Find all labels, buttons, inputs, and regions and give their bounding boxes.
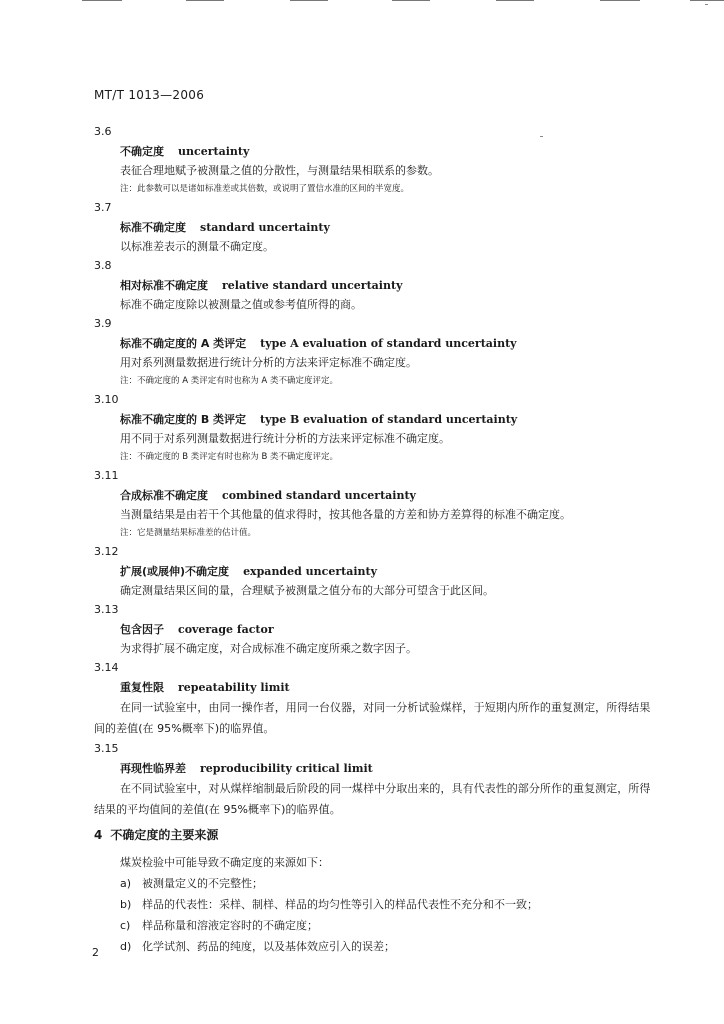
- scan-top-rule: [186, 0, 224, 1]
- list-item: [94, 894, 659, 915]
- term-zh: 标准不确定度的 B 类评定: [120, 413, 247, 426]
- term-zh: 合成标准不确定度: [120, 489, 208, 502]
- section-number: 4: [94, 828, 103, 842]
- term-title: [94, 410, 659, 429]
- term-number: 3.7: [94, 201, 112, 214]
- term-entry: [94, 600, 659, 658]
- term-title: [94, 142, 659, 161]
- scan-top-rule: [690, 0, 724, 1]
- term-zh: 扩展(或展伸)不确定度: [120, 565, 230, 578]
- term-definition: 标准不确定度除以被测量之值或参考值所得的商。: [120, 298, 362, 311]
- term-number: 3.13: [94, 603, 119, 616]
- term-entry: [94, 542, 659, 600]
- term-definition: 为求得扩展不确定度，对合成标准不确定度所乘之数字因子。: [120, 642, 417, 655]
- term-definition: 用不同于对系列测量数据进行统计分析的方法来评定标准不确定度。: [120, 432, 450, 445]
- term-number: 3.11: [94, 469, 119, 482]
- term-definition: 用对系列测量数据进行统计分析的方法来评定标准不确定度。: [120, 356, 417, 369]
- list-item: [94, 873, 659, 894]
- term-zh: 包含因子: [120, 623, 164, 636]
- term-note: 注：此参数可以是诸如标准差或其倍数，或说明了置信水准的区间的半宽度。: [120, 184, 410, 194]
- scan-top-rule: [82, 0, 122, 1]
- term-entry: [94, 122, 659, 198]
- term-title: [94, 334, 659, 353]
- term-en: relative standard uncertainty: [222, 279, 403, 292]
- scan-top-rule: [290, 0, 328, 1]
- list-item-text: 样品的代表性：采样、制样、样品的均匀性等引入的样品代表性不充分和不一致；: [142, 898, 538, 911]
- term-zh: 重复性限: [120, 681, 164, 694]
- list-item-key: a): [120, 877, 132, 890]
- scan-top-rule: [496, 0, 534, 1]
- term-title: [94, 620, 659, 639]
- term-definition-paragraph: 在同一试验室中，由同一操作者，用同一台仪器，对同一分析试验煤样，于短期内所作的重复测定，所得结果间的差值(在 95%概率下)的临界值。: [94, 701, 651, 735]
- section-title: 不确定度的主要来源: [110, 828, 219, 842]
- document-body: [94, 122, 659, 957]
- term-en: coverage factor: [178, 623, 274, 636]
- term-en: combined standard uncertainty: [222, 489, 416, 502]
- term-title: [94, 759, 659, 778]
- term-definition: 表征合理地赋予被测量之值的分散性，与测量结果相联系的参数。: [120, 164, 439, 177]
- term-en: standard uncertainty: [200, 221, 330, 234]
- term-number: 3.10: [94, 393, 119, 406]
- term-title: [94, 276, 659, 295]
- term-number: 3.6: [94, 125, 112, 138]
- list-item: [94, 915, 659, 936]
- term-entry: [94, 390, 659, 466]
- list-item-text: 样品称量和溶液定容时的不确定度；: [142, 919, 318, 932]
- term-entry: [94, 198, 659, 256]
- term-en: repeatability limit: [178, 681, 290, 694]
- list-item-key: c): [120, 919, 131, 932]
- list-item-text: 化学试剂、药品的纯度，以及基体效应引入的误差；: [142, 940, 395, 953]
- term-definition: 以标准差表示的测量不确定度。: [120, 240, 274, 253]
- term-entry: [94, 466, 659, 542]
- standard-code-header: MT/T 1013—2006: [94, 88, 205, 102]
- term-title: [94, 562, 659, 581]
- term-title: [94, 678, 659, 697]
- section-intro: 煤炭检验中可能导致不确定度的来源如下：: [120, 856, 329, 869]
- term-number: 3.8: [94, 259, 112, 272]
- term-en: expanded uncertainty: [243, 565, 377, 578]
- term-entry: [94, 256, 659, 314]
- term-definition: 当测量结果是由若干个其他量的值求得时，按其他各量的方差和协方差算得的标准不确定度。: [120, 508, 571, 521]
- term-zh: 再现性临界差: [120, 762, 186, 775]
- list-item-text: 被测量定义的不完整性；: [142, 877, 263, 890]
- term-definition-paragraph: 在不同试验室中，对从煤样缩制最后阶段的同一煤样中分取出来的，具有代表性的部分所作的重复测定，所得结果的平均值间的差值(在 95%概率下)的临界值。: [94, 782, 651, 816]
- page-number: 2: [92, 946, 99, 959]
- term-title: [94, 486, 659, 505]
- term-number: 3.14: [94, 661, 119, 674]
- scan-top-rule: [600, 0, 640, 1]
- term-entry: [94, 314, 659, 390]
- term-note: 注：不确定度的 B 类评定有时也称为 B 类不确定度评定。: [120, 452, 338, 462]
- term-zh: 相对标准不确定度: [120, 279, 208, 292]
- term-en: type B evaluation of standard uncertainty: [260, 413, 518, 426]
- term-definition: 确定测量结果区间的量，合理赋予被测量之值分布的大部分可望含于此区间。: [120, 584, 494, 597]
- term-zh: 标准不确定度的 A 类评定: [120, 337, 247, 350]
- term-en: type A evaluation of standard uncertainty: [260, 337, 517, 350]
- term-note: 注：不确定度的 A 类评定有时也称为 A 类不确定度评定。: [120, 376, 338, 386]
- term-zh: 不确定度: [120, 145, 164, 158]
- term-entry: [94, 658, 659, 739]
- term-zh: 标准不确定度: [120, 221, 186, 234]
- term-title: [94, 218, 659, 237]
- scan-speck: [705, 4, 708, 5]
- term-en: uncertainty: [178, 145, 250, 158]
- list-item-key: b): [120, 898, 132, 911]
- term-en: reproducibility critical limit: [200, 762, 373, 775]
- list-item-key: d): [120, 940, 132, 953]
- scan-top-rule: [392, 0, 430, 1]
- term-number: 3.12: [94, 545, 119, 558]
- section-heading: [94, 824, 659, 846]
- term-entry: [94, 739, 659, 820]
- term-number: 3.15: [94, 742, 119, 755]
- term-number: 3.9: [94, 317, 112, 330]
- term-note: 注：它是测量结果标准差的估计值。: [120, 528, 257, 538]
- list-item: [94, 936, 659, 957]
